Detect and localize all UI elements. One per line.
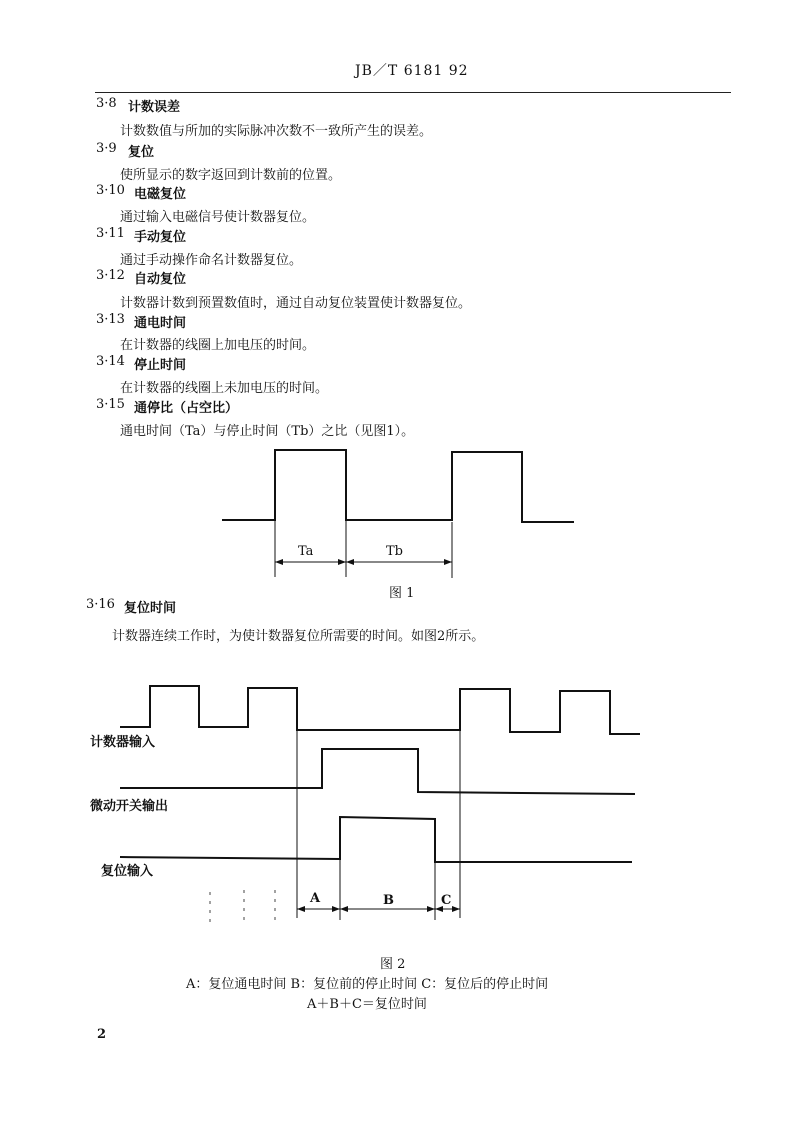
section-body: 通过输入电磁信号使计数器复位。 (120, 210, 316, 225)
interval-label-a: A (310, 891, 321, 906)
label-ta: Ta (298, 544, 314, 559)
counter-input-waveform (120, 686, 640, 734)
microswitch-output-waveform (120, 749, 635, 794)
figure-2-caption: 图 2 (380, 957, 406, 972)
section-body: 通过手动操作命名计数器复位。 (120, 253, 303, 268)
section-title: 计数误差 (128, 100, 181, 115)
section-number: 3·9 (96, 141, 117, 156)
section-title: 复位时间 (124, 601, 177, 616)
section-body: 计数器连续工作时，为使计数器复位所需要的时间。如图2所示。 (112, 629, 485, 644)
pulse-waveform (222, 450, 574, 522)
arrowhead (346, 559, 354, 565)
interval-label-b: B (383, 893, 394, 908)
section-number: 3·14 (96, 354, 125, 369)
section-body: 计数数值与所加的实际脉冲次数不一致所产生的误差。 (120, 124, 433, 139)
section-title: 停止时间 (134, 358, 187, 373)
section-number: 3·11 (96, 226, 125, 241)
section-number: 3·10 (96, 183, 125, 198)
section-number: 3·15 (96, 397, 125, 412)
section-title: 通停比（占空比） (134, 401, 239, 416)
arrowhead (452, 906, 460, 912)
figure-1-caption: 图 1 (389, 586, 415, 601)
arrowhead (427, 906, 435, 912)
arrowhead (275, 559, 283, 565)
signal-label-reset-input: 复位输入 (101, 864, 154, 879)
section-number: 3·8 (96, 96, 117, 111)
section-title: 手动复位 (134, 230, 187, 245)
label-tb: Tb (386, 544, 403, 559)
signal-label-counter-input: 计数器输入 (90, 735, 156, 750)
section-title: 自动复位 (134, 272, 187, 287)
section-body: 在计数器的线圈上加电压的时间。 (120, 338, 316, 353)
arrowhead (338, 559, 346, 565)
figure-2-legend: A：复位通电时间 B：复位前的停止时间 C：复位后的停止时间 (186, 977, 549, 992)
section-number: 3·13 (96, 312, 125, 327)
arrowhead (340, 906, 348, 912)
document-code: JB／T 6181 92 (355, 63, 469, 79)
section-body: 通电时间（Ta）与停止时间（Tb）之比（见图1）。 (120, 424, 415, 439)
section-number: 3·16 (86, 597, 115, 612)
section-title: 通电时间 (134, 316, 187, 331)
section-body: 计数器计数到预置数值时，通过自动复位装置使计数器复位。 (120, 296, 472, 311)
section-number: 3·12 (96, 268, 125, 283)
signal-label-microswitch-output: 微动开关输出 (90, 799, 169, 814)
figure-2-formula: A＋B＋C＝复位时间 (307, 997, 427, 1012)
section-title: 复位 (128, 145, 155, 160)
section-title: 电磁复位 (134, 187, 187, 202)
arrowhead (332, 906, 340, 912)
page-number: 2 (97, 1027, 107, 1042)
interval-label-c: C (441, 893, 452, 908)
reset-input-waveform (120, 817, 632, 862)
section-body: 在计数器的线圈上未加电压的时间。 (120, 381, 329, 396)
arrowhead (444, 559, 452, 565)
section-body: 使所显示的数字返回到计数前的位置。 (120, 168, 342, 183)
arrowhead (297, 906, 305, 912)
